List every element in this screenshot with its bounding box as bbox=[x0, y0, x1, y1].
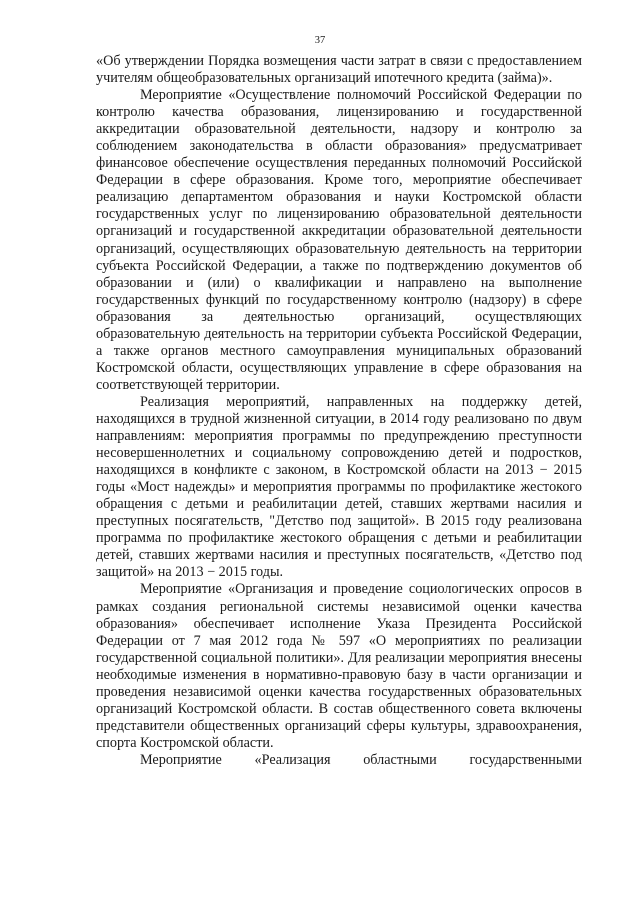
document-body bbox=[96, 53, 582, 769]
page-number: 37 bbox=[314, 35, 326, 46]
paragraph-continuation: «Об утверждении Порядка возмещения части затрат в связи с предоставлением учителям общеобразовательных организаций ипотечного кредита (займа)». bbox=[96, 53, 582, 87]
paragraph-child-support: Реализация мероприятий, направленных на поддержку детей, находящихся в трудной жизненной ситуации, в 2014 году реализовано по двум направлениям: мероприятия программы по предупреждению преступности несовершеннолетних и социальному сопровождению детей и подростков, находящихся в конфликте с законом, в Костромской области на 2013 − 2015 годы «Мост надежды» и мероприятия программы по профилактике жестокого обращения с детьми и реабилитации детей, ставших жертвами насилия и преступных посягательств, "Детство под защитой». В 2015 году реализована программа по профилактике жестокого обращения с детьми и реабилитации детей, ставших жертвами насилия и преступных посягательств, «Детство под защитой» на 2013 − 2015 годы. bbox=[96, 393, 582, 581]
paragraph-regional-implementation: Мероприятие «Реализация областными государственными bbox=[140, 751, 582, 768]
paragraph-sociological-surveys: Мероприятие «Организация и проведение социологических опросов в рамках создания региональной системы независимой оценки качества образования» обеспечивает исполнение Указа Президента Российской Федерации от 7 мая 2012 года № 597 «О мероприятиях по реализации государственной социальной политики». Для реализации мероприятия внесены необходимые изменения в нормативно-правовую базу в части организации и проведения независимой оценки качества государственных образовательных организаций Костромской области. В состав общественного совета включены представители общественных организаций сферы культуры, здравоохранения, спорта Костромской области. bbox=[96, 581, 582, 751]
paragraph-oversight-measure: Мероприятие «Осуществление полномочий Российской Федерации по контролю качества образования, лицензированию и государственной аккредитации образовательной деятельности, надзору и контролю за соблюдением законодательства в области образования» предусматривает финансовое обеспечение осуществления переданных полномочий Российской Федерации в сфере образования. Кроме того, мероприятие обеспечивает реализацию департаментом образования и науки Костромской области государственных услуг по лицензированию образовательной деятельности организаций и государственной аккредитации образовательной деятельности организаций, осуществляющих образовательную деятельность на территории субъекта Российской Федерации, а также по подтверждению документов об образовании и (или) о квалификации и направлено на выполнение государственных функций по государственному контролю (надзору) в сфере образования за деятельностью организаций, осуществляющих образовательную деятельность на территории субъекта Российской Федерации, а также органов местного самоуправления муниципальных образований Костромской области, осуществляющих управление в сфере образования на соответствующей территории. bbox=[96, 87, 582, 393]
